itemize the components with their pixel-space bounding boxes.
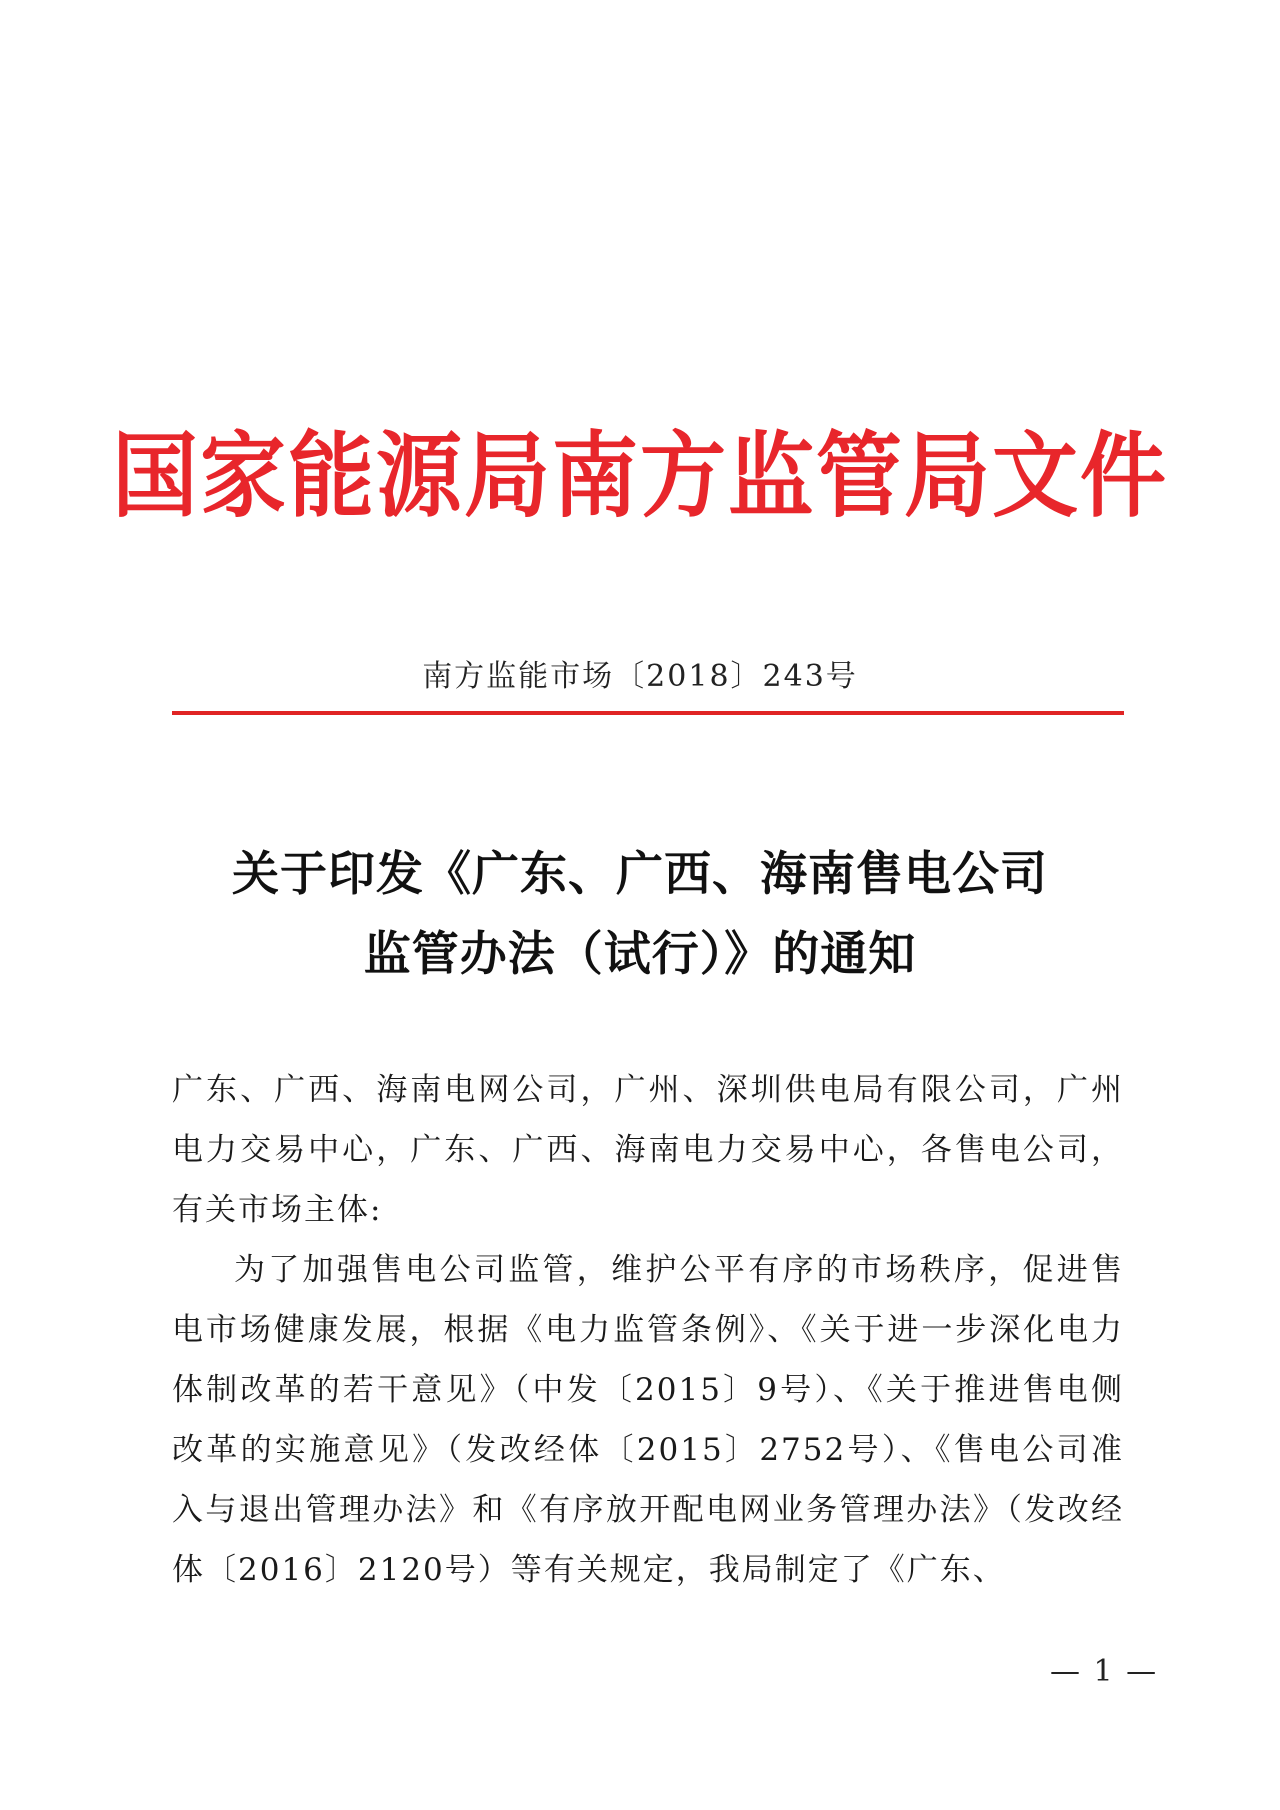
document-number: 南方监能市场〔2018〕243号: [422, 659, 858, 694]
salutation: 广东、广西、海南电网公司，广州、深圳供电局有限公司，广州电力交易中心，广东、广西、海南电力交易中心，各售电公司，有关市场主体:: [172, 1072, 1124, 1228]
document-body: [172, 1060, 1124, 1600]
issuer-heading: 国家能源局南方监管局文件: [112, 422, 1168, 531]
title-line-2: 监管办法（试行）》的通知: [363, 927, 917, 982]
body-paragraph: 为了加强售电公司监管，维护公平有序的市场秩序，促进售电市场健康发展，根据《电力监管条例》、《关于进一步深化电力体制改革的若干意见》（中发〔2015〕9号）、《关于推进售电侧改革的实施意见》（发改经体〔2015〕2752号）、《售电公司准入与退出管理办法》和《有序放开配电网业务管理办法》（发改经体〔2016〕2120号）等有关规定，我局制定了《广东、: [172, 1252, 1124, 1588]
title-line-1: 关于印发《广东、广西、海南售电公司: [232, 847, 1048, 902]
document-title: [0, 835, 1280, 995]
page-number: — 1 —: [1050, 1654, 1159, 1689]
red-separator-line: [172, 711, 1124, 715]
